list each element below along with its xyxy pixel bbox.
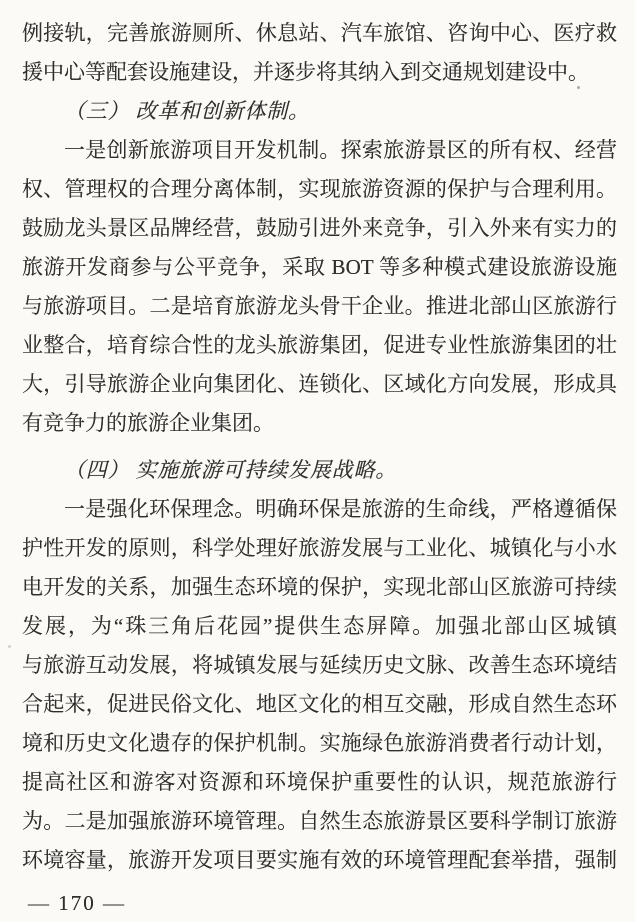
section-heading: （四） 实施旅游可持续发展战略。 — [64, 458, 398, 482]
text-line: 护性开发的原则，科学处理好旅游发展与工业化、城镇化与小水 — [22, 536, 617, 560]
text-line: 大，引导旅游企业向集团化、连锁化、区域化方向发展，形成具 — [22, 372, 617, 396]
text-line: 例接轨，完善旅游厕所、休息站、汽车旅馆、咨询中心、医疗救 — [22, 21, 617, 45]
text-line: 为。二是加强旅游环境管理。自然生态旅游景区要科学制订旅游 — [22, 809, 617, 833]
paragraph-first-line: 一是强化环保理念。明确环保是旅游的生命线，严格遵循保 — [64, 497, 617, 521]
page-number: — 170 — — [28, 891, 126, 915]
text-line: 鼓励龙头景区品牌经营，鼓励引进外来竞争，引入外来有实力的 — [22, 216, 617, 240]
text-line: 与旅游互动发展，将城镇发展与延续历史文脉、改善生态环境结 — [22, 653, 617, 677]
text-line: 境和历史文化遗存的保护机制。实施绿色旅游消费者行动计划， — [22, 731, 617, 755]
text-line: 提高社区和游客对资源和环境保护重要性的认识，规范旅游行 — [22, 770, 617, 794]
text-line: 权、管理权的合理分离体制，实现旅游资源的保护与合理利用。 — [22, 177, 617, 201]
text-line: 有竞争力的旅游企业集团。 — [22, 411, 274, 435]
text-line: 业整合，培育综合性的龙头旅游集团，促进专业性旅游集团的壮 — [22, 333, 617, 357]
scan-speck — [8, 645, 11, 648]
text-line: 电开发的关系，加强生态环境的保护，实现北部山区旅游可持续 — [22, 575, 617, 599]
text-line: 援中心等配套设施建设，并逐步将其纳入到交通规划建设中。 — [22, 60, 589, 84]
scan-speck — [577, 86, 580, 89]
text-line: 发展，为“珠三角后花园”提供生态屏障。加强北部山区城镇 — [22, 614, 617, 638]
text-line: 旅游开发商参与公平竞争，采取 BOT 等多种模式建设旅游设施 — [22, 255, 617, 279]
section-heading: （三） 改革和创新体制。 — [64, 99, 310, 123]
text-line: 合起来，促进民俗文化、地区文化的相互交融，形成自然生态环 — [22, 692, 617, 716]
paragraph-first-line: 一是创新旅游项目开发机制。探索旅游景区的所有权、经营 — [64, 138, 617, 162]
text-line: 与旅游项目。二是培育旅游龙头骨干企业。推进北部山区旅游行 — [22, 294, 617, 318]
text-line: 环境容量，旅游开发项目要实施有效的环境管理配套举措，强制 — [22, 848, 617, 872]
